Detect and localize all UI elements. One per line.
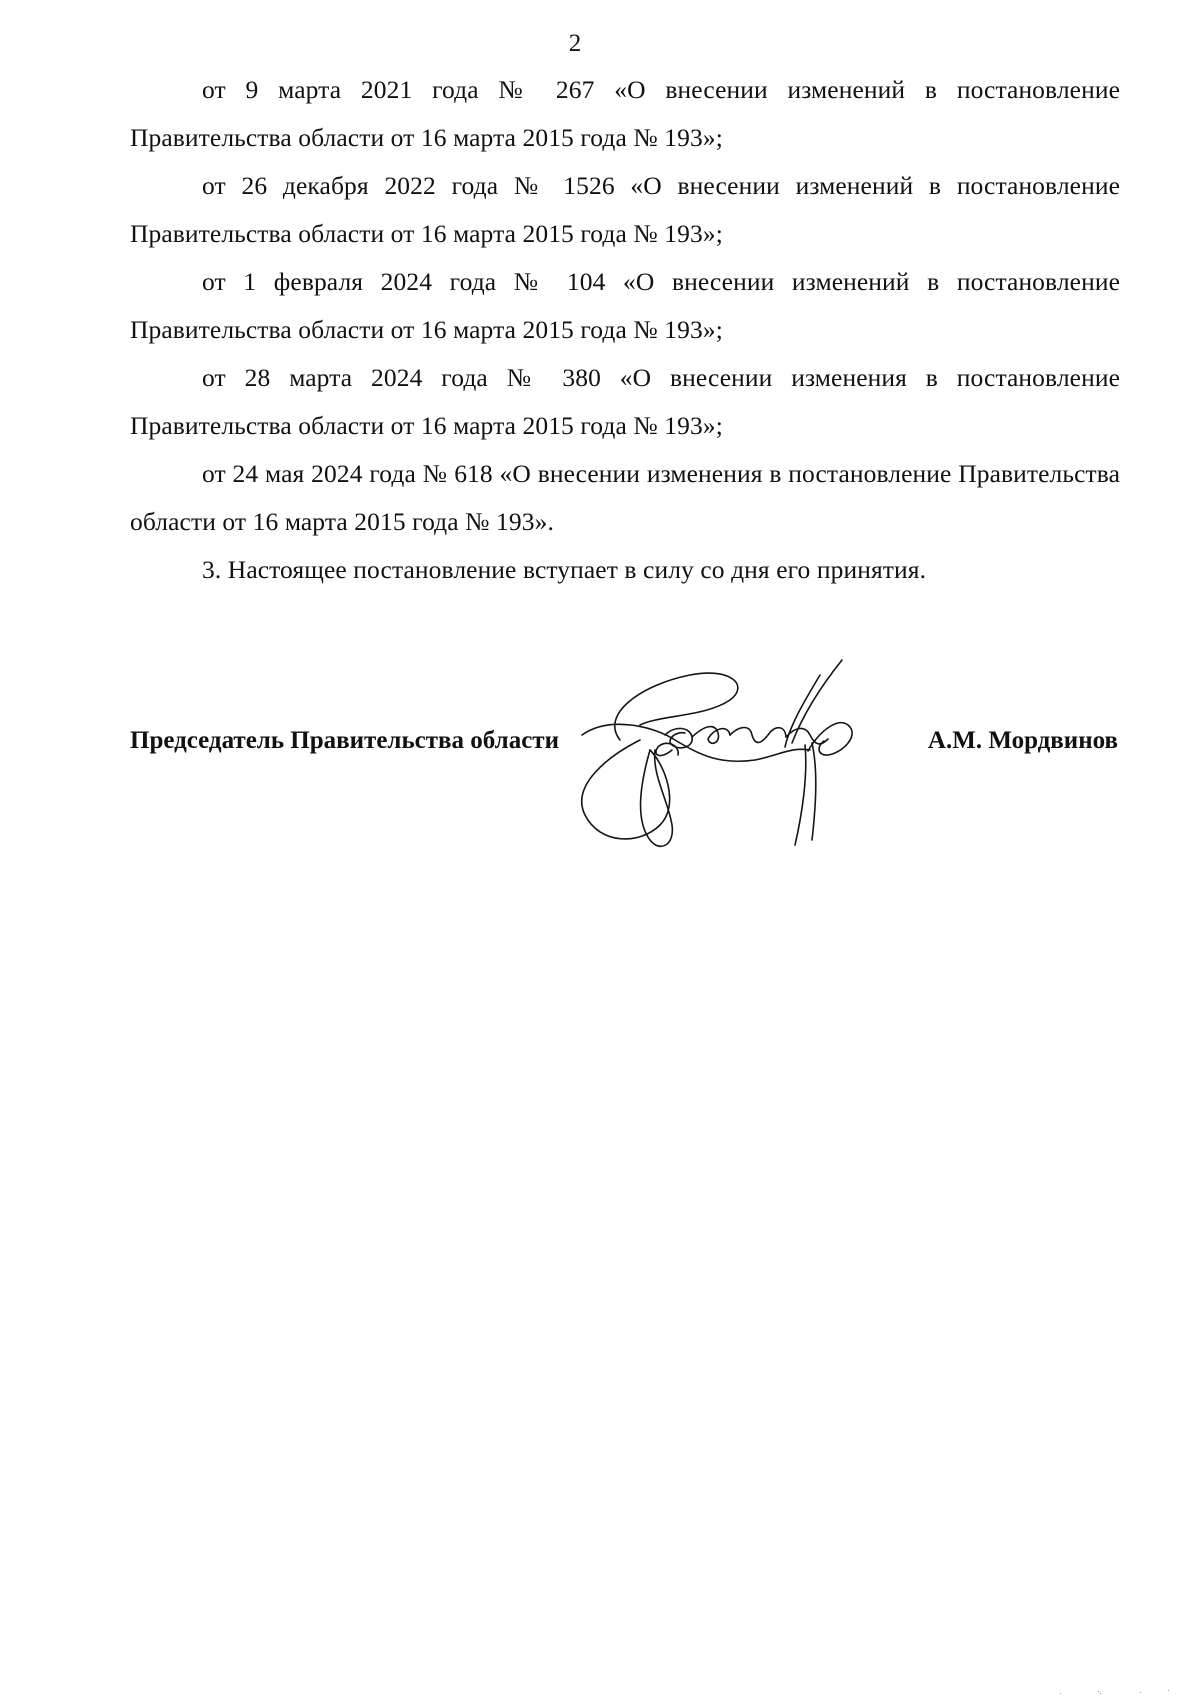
page-number: 2 <box>568 30 582 57</box>
handwritten-signature <box>580 655 930 865</box>
amendment-item-2024-380: от 28 марта 2024 года № 380 «О внесении изменения в постановление Правительства области от 16 марта 2015 года № 193»; <box>130 363 1120 440</box>
amendment-item-2024-618: от 24 мая 2024 года № 618 «О внесении изменения в постановление Правительства области от 16 марта 2015 года № 193». <box>130 459 1120 536</box>
amendment-item-2021-267: от 9 марта 2021 года № 267 «О внесении изменений в постановление Правительства области от 16 марта 2015 года № 193»; <box>130 75 1120 152</box>
document-body <box>130 66 1120 594</box>
signatory-name: А.М. Мордвинов <box>927 727 1118 754</box>
amendment-item-2022-1526: от 26 декабря 2022 года № 1526 «О внесении изменений в постановление Правительства области от 16 марта 2015 года № 193»; <box>130 171 1120 248</box>
amendment-item-2024-104: от 1 февраля 2024 года № 104 «О внесении изменений в постановление Правительства области от 16 марта 2015 года № 193»; <box>130 267 1120 344</box>
effective-date-clause: 3. Настоящее постановление вступает в силу со дня его принятия. <box>202 555 927 584</box>
signatory-title: Председатель Правительства области <box>130 727 559 754</box>
scan-noise <box>1040 1683 1180 1697</box>
